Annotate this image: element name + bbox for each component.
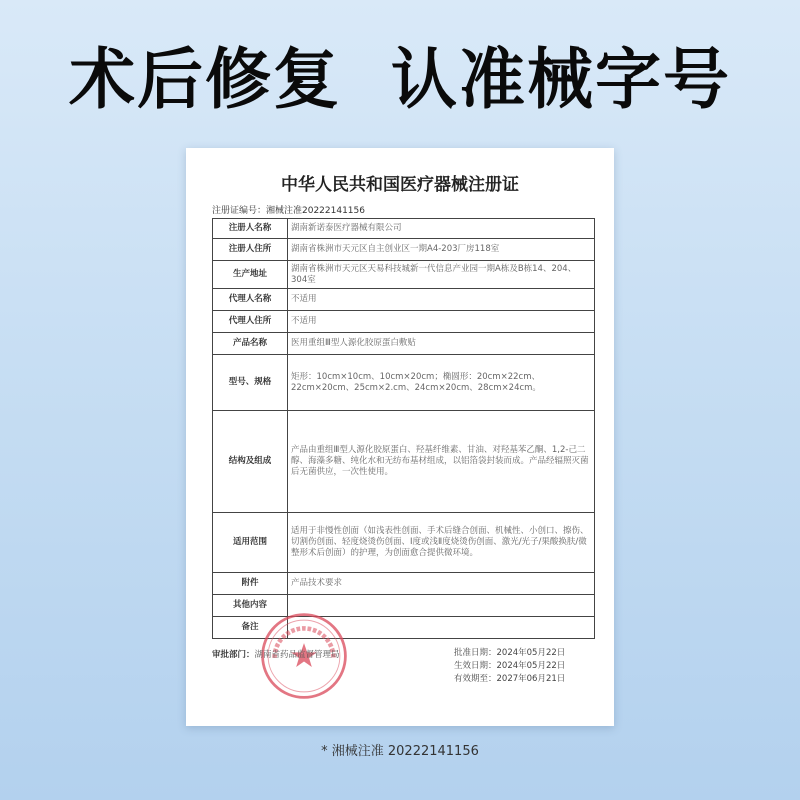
effective-date: 生效日期：2024年05月22日 [454, 661, 566, 671]
approval-department-value: 湖南省药品监督管理局 [254, 650, 340, 660]
headline: 术后修复 认准械字号 [69, 41, 731, 118]
certificate-title: 中华人民共和国医疗器械注册证 [281, 175, 519, 195]
row-label: 其他内容 [213, 595, 288, 617]
table-row [213, 311, 595, 333]
row-label: 生产地址 [213, 261, 288, 289]
table-row [213, 239, 595, 261]
row-label: 代理人名称 [213, 289, 288, 311]
row-value: 产品由重组Ⅲ型人源化胶原蛋白、羟基纤维素、甘油、对羟基苯乙酮、1,2-己二醇、海藻多糖、纯化水和无纺布基材组成，以铝箔袋封装而成。产品经辐照灭菌后无菌供应，一次性使用。 [288, 411, 595, 513]
row-label: 注册人住所 [213, 239, 288, 261]
row-label: 结构及组成 [213, 411, 288, 513]
row-value: 湖南省株洲市天元区天易科技城新一代信息产业园一期A栋及B栋14、204、304室 [288, 261, 595, 289]
table-row [213, 513, 595, 573]
certificate-table [212, 218, 595, 639]
registration-caption: * 湘械注准 20222141156 [321, 744, 479, 759]
row-label: 注册人名称 [213, 219, 288, 239]
table-row [213, 261, 595, 289]
row-label: 适用范围 [213, 513, 288, 573]
approval-date: 批准日期：2024年05月22日 [454, 648, 566, 658]
table-row [213, 289, 595, 311]
row-label: 型号、规格 [213, 355, 288, 411]
row-value: 适用于非慢性创面（如浅表性创面、手术后缝合创面、机械性、小创口、擦伤、切割伤创面、轻度烧烫伤创面、Ⅰ度或浅Ⅱ度烧烫伤创面、激光/光子/果酸换肤/微整形术后创面）的护理，为创面愈合提供微环境。 [288, 513, 595, 573]
approval-department-label: 审批部门： [212, 650, 255, 660]
registration-number: 注册证编号：湘械注准20222141156 [212, 206, 365, 216]
table-row [213, 333, 595, 355]
certificate-dates [454, 647, 565, 686]
row-value: 湖南新诺泰医疗器械有限公司 [288, 219, 595, 239]
row-label: 代理人住所 [213, 311, 288, 333]
row-value: 产品技术要求 [288, 573, 595, 595]
registration-certificate [186, 148, 614, 726]
table-row [213, 411, 595, 513]
table-row [213, 355, 595, 411]
row-value: 湖南省株洲市天元区自主创业区一期A4-203厂房118室 [288, 239, 595, 261]
row-value: 医用重组Ⅲ型人源化胶原蛋白敷贴 [288, 333, 595, 355]
approval-department [212, 648, 340, 660]
row-value: 不适用 [288, 311, 595, 333]
row-label: 附件 [213, 573, 288, 595]
row-value: 不适用 [288, 289, 595, 311]
expiry-date: 有效期至：2027年06月21日 [454, 674, 566, 684]
row-label: 产品名称 [213, 333, 288, 355]
row-value: 矩形：10cm×10cm、10cm×20cm；椭圆形：20cm×22cm、22cm×20cm、25cm×2.cm、24cm×20cm、28cm×24cm。 [288, 355, 595, 411]
table-row [213, 573, 595, 595]
row-label: 备注 [213, 617, 288, 639]
table-row [213, 219, 595, 239]
